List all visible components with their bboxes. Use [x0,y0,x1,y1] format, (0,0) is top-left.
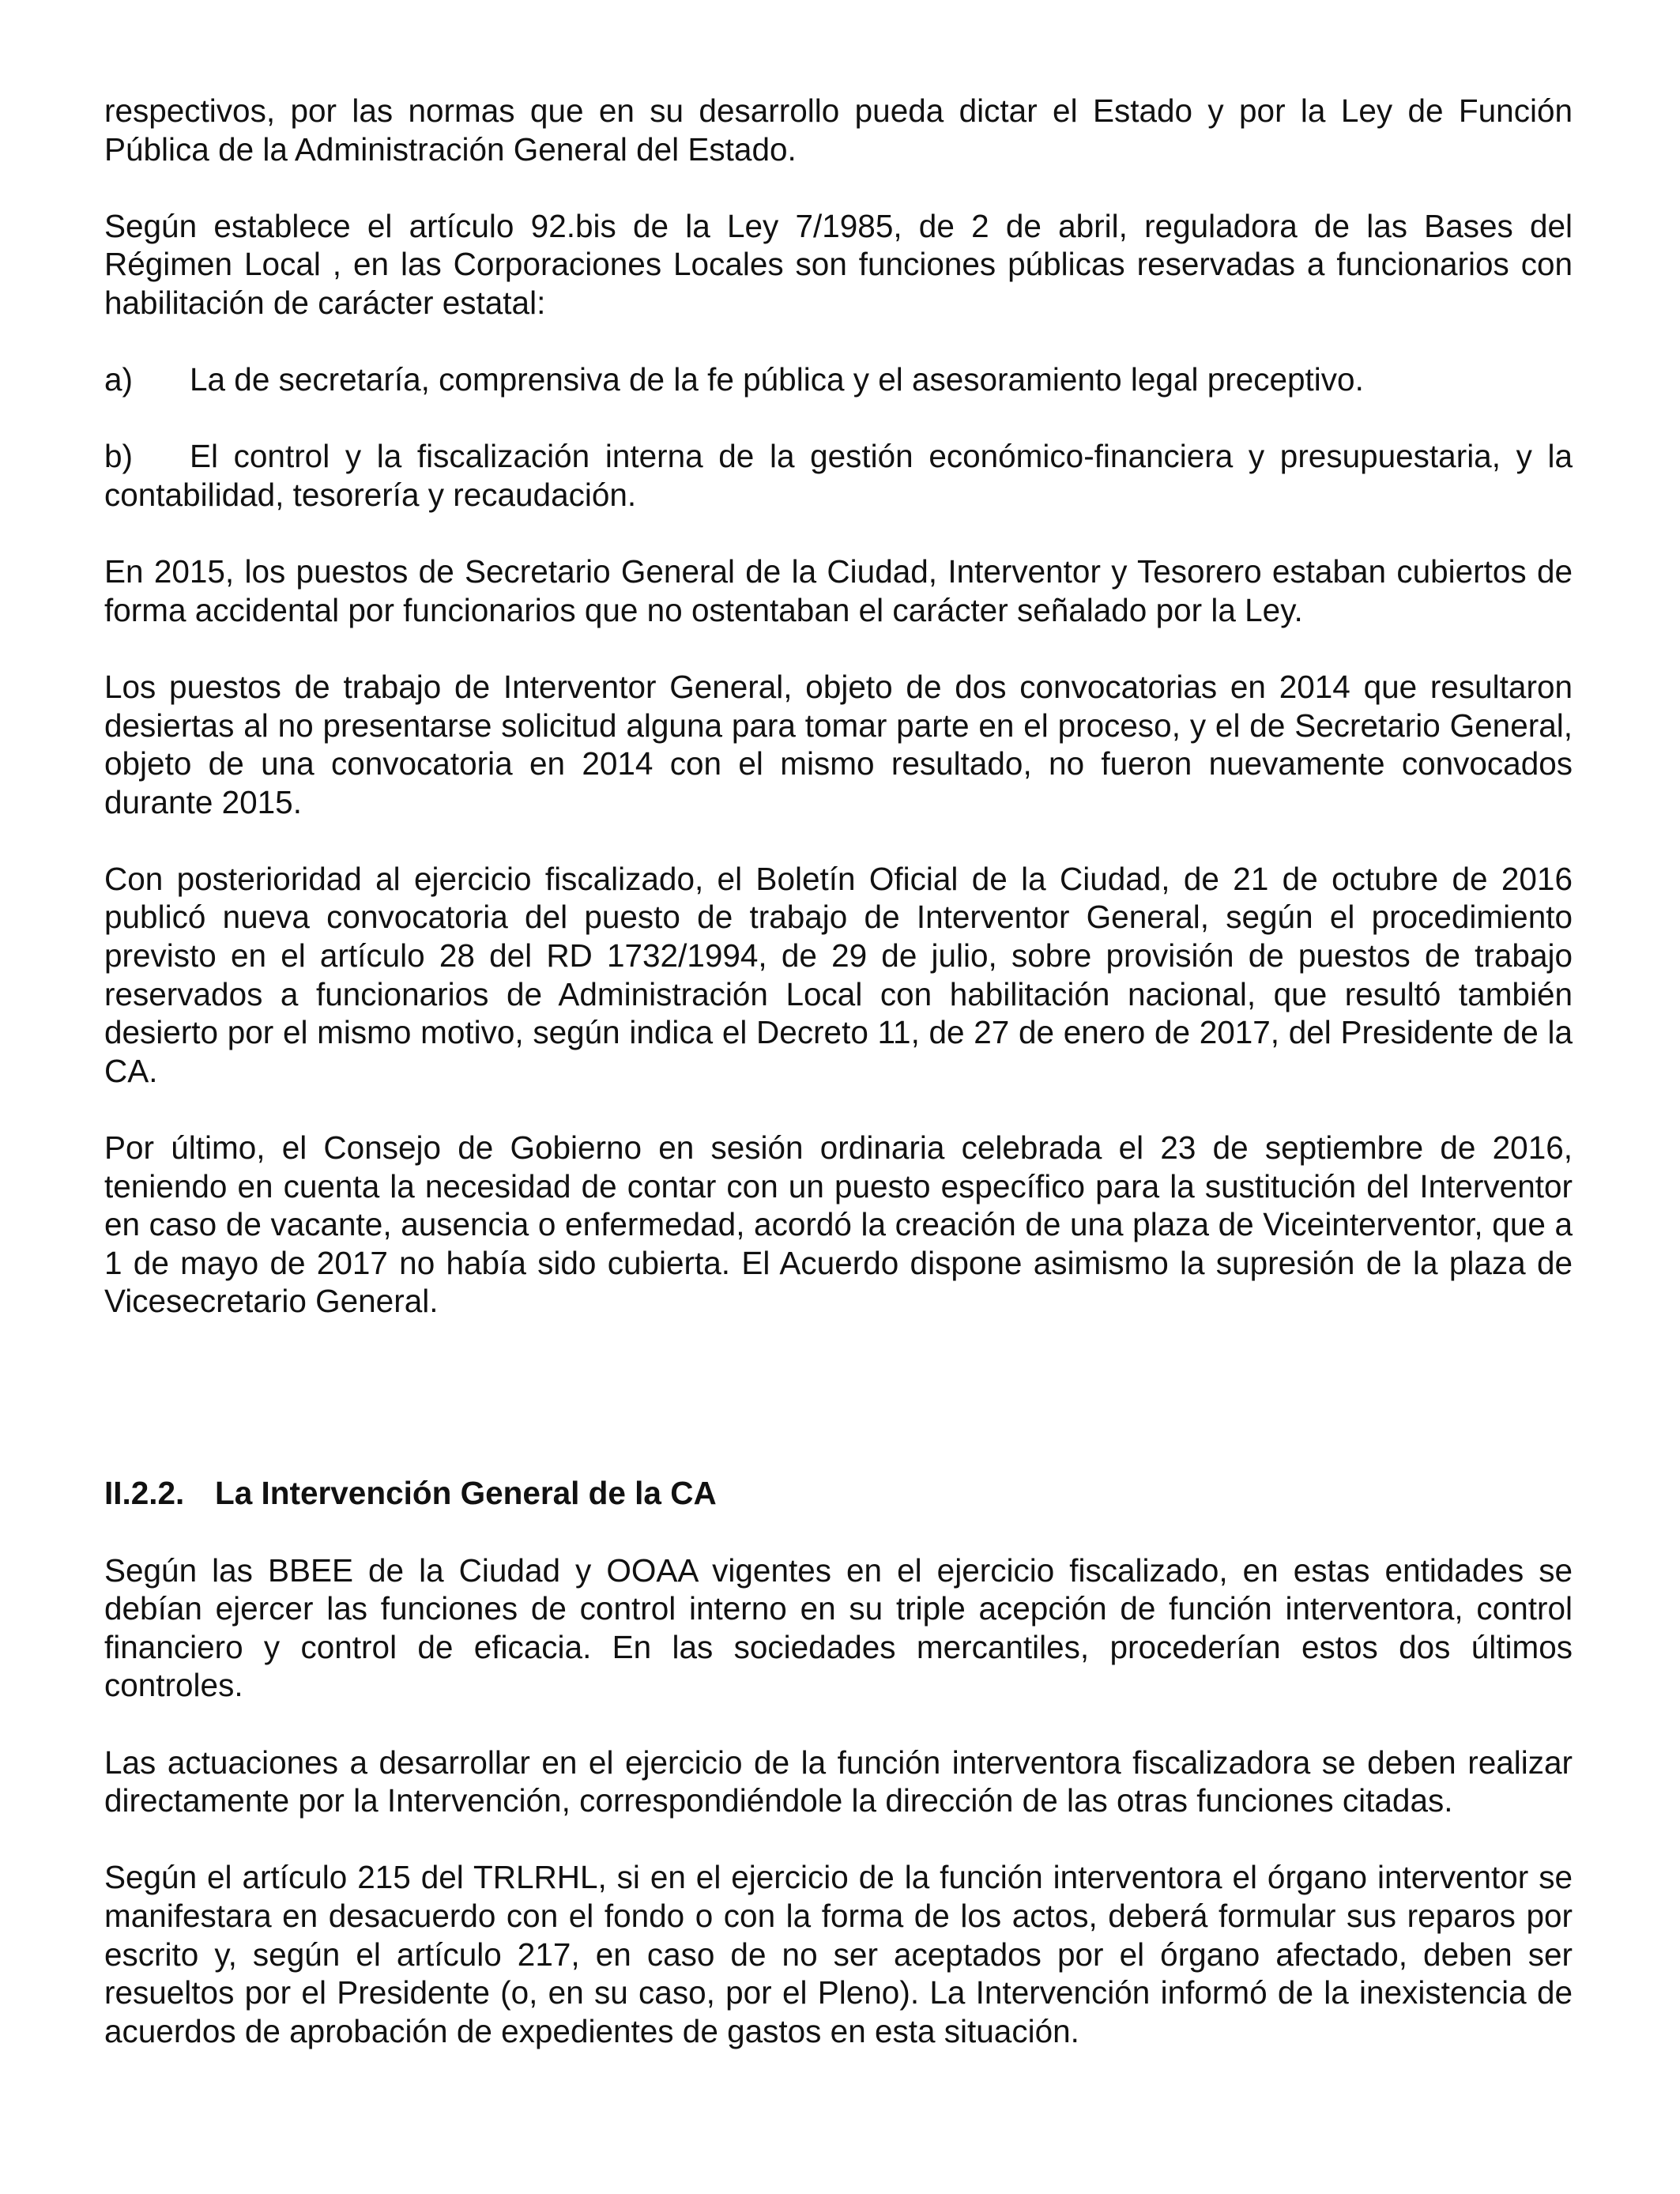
paragraph-boletin-oficial: Con posterioridad al ejercicio fiscalizado, el Boletín Oficial de la Ciudad, de 21 de octubre de 2016 publicó nueva convocatoria del puesto de trabajo de Interventor General, según el procedimiento previsto en el artículo 28 del RD 1732/1994, de 29 de julio, sobre provisión de puestos de trabajo reservados a funcionarios de Administración Local con habilitación nacional, que resultó también desierto por el mismo motivo, según indica el Decreto 11, de 27 de enero de 2017, del Presidente de la CA. [104,860,1573,1089]
paragraph-bbee: Según las BBEE de la Ciudad y OOAA vigentes en el ejercicio fiscalizado, en estas entidades se debían ejercer las funciones de control interno en su triple acepción de función interventora, control financiero y control de eficacia. En las sociedades mercantiles, procederían estos dos últimos controles. [104,1551,1573,1704]
list-item-a-label: a) [104,361,134,398]
list-item-b [104,437,1573,514]
section-spacer [104,1359,1573,1475]
list-item-a [104,360,1573,399]
section-number: II.2.2. [104,1475,185,1512]
paragraph-puestos-trabajo: Los puestos de trabajo de Interventor General, objeto de dos convocatorias en 2014 que resultaron desiertas al no presentarse solicitud alguna para tomar parte en el proceso, y el de Secretario General, objeto de una convocatoria en 2014 con el mismo resultado, no fueron nuevamente convocados durante 2015. [104,668,1573,820]
paragraph-consejo-gobierno: Por último, el Consejo de Gobierno en sesión ordinaria celebrada el 23 de septiembre de 2016, teniendo en cuenta la necesidad de contar con un puesto específico para la sustitución del Interventor en caso de vacante, ausencia o enfermedad, acordó la creación de una plaza de Viceinterventor, que a 1 de mayo de 2017 no había sido cubierta. El Acuerdo dispone asimismo la supresión de la plaza de Vicesecretario General. [104,1129,1573,1320]
list-item-a-text: La de secretaría, comprensiva de la fe pública y el asesoramiento legal preceptivo. [190,361,1364,398]
document-page [104,92,1573,2089]
paragraph-2015-puestos: En 2015, los puestos de Secretario General de la Ciudad, Interventor y Tesorero estaban cubiertos de forma accidental por funcionarios que no ostentaban el carácter señalado por la Ley. [104,553,1573,628]
section-title: La Intervención General de la CA [215,1475,717,1512]
section-heading [104,1474,1573,1513]
paragraph-actuaciones: Las actuaciones a desarrollar en el ejercicio de la función interventora fiscalizadora se deben realizar directamente por la Intervención, correspondiéndole la dirección de las otras funciones citadas. [104,1744,1573,1819]
paragraph-respectivos: respectivos, por las normas que en su desarrollo pueda dictar el Estado y por la Ley de Función Pública de la Administración General del Estado. [104,92,1573,168]
paragraph-articulo-92bis: Según establece el artículo 92.bis de la Ley 7/1985, de 2 de abril, reguladora de las Bases del Régimen Local , en las Corporaciones Locales son funciones públicas reservadas a funcionarios con habilitación de carácter estatal: [104,207,1573,321]
list-item-b-label: b) [104,438,134,475]
list-item-b-text: El control y la fiscalización interna de la gestión económico-financiera y presupuestaria, y la contabilidad, tesorería y recaudación. [104,438,1573,513]
paragraph-articulo-215: Según el artículo 215 del TRLRHL, si en el ejercicio de la función interventora el órgano interventor se manifestara en desacuerdo con el fondo o con la forma de los actos, deberá formular sus reparos por escrito y, según el artículo 217, en caso de no ser aceptados por el órgano afectado, deben ser resueltos por el Presidente (o, en su caso, por el Pleno). La Intervención informó de la inexistencia de acuerdos de aprobación de expedientes de gastos en esta situación. [104,1859,1573,2049]
